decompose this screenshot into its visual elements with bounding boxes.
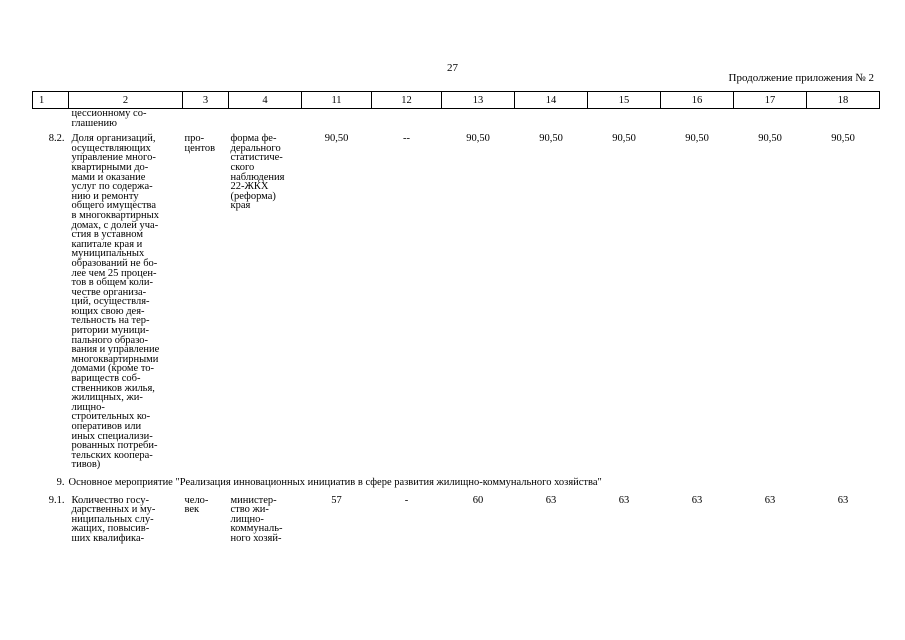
col-header: 11 xyxy=(302,92,372,109)
col-header: 14 xyxy=(515,92,588,109)
value-cell: 63 xyxy=(837,494,849,506)
value-cell: -- xyxy=(403,133,410,145)
unit: про- центов xyxy=(184,133,216,154)
indicator-name: Доля организаций, осуществляющих управление много- квартирными до- мами и оказание услуг по содержа- нию и ремонту общего имущества в многоквартирных домах, с долей уча- стия в уставном капитале края и муниципальных образований не бо- лее чем 25 процен- тов в общем коли- честве организа- ций, осуществля- ющих свою дея- тельность на тер- ритории муници- пального образо- вания и управление многоквартирными домами (кроме то- вариществ соб- ственников жилья, жилищных, жи- лищно- строительных ко- оперативов или иных специализи- рованных потреби- тельских коопера- тивов) xyxy=(71,133,160,471)
table-row xyxy=(33,128,880,470)
col-header: 13 xyxy=(442,92,515,109)
indicator-name: Количество госу- дарственных и му- ниципальных слу- жащих, повысив- ших квалифика- xyxy=(71,494,156,544)
col-header: 16 xyxy=(661,92,734,109)
indicators-table xyxy=(32,91,880,544)
col-header: 17 xyxy=(734,92,807,109)
section-row xyxy=(33,470,880,488)
col-header: 2 xyxy=(69,92,183,109)
value-cell: 90,50 xyxy=(466,133,490,145)
col-header: 18 xyxy=(807,92,880,109)
col-header: 1 xyxy=(33,92,69,109)
value-cell: 63 xyxy=(691,494,703,506)
value-cell: 90,50 xyxy=(831,133,855,145)
value-cell: - xyxy=(404,494,409,506)
continuation-note: Продолжение приложения № 2 xyxy=(728,72,874,84)
value-cell: 90,50 xyxy=(758,133,782,145)
col-header: 15 xyxy=(588,92,661,109)
row-number: 8.2. xyxy=(48,133,65,145)
col-header: 3 xyxy=(183,92,229,109)
carry-over-row xyxy=(33,109,880,129)
section-title: Основное мероприятие "Реализация инновационных инициатив в сфере развития жилищно-коммунального хозяйства" xyxy=(68,476,602,488)
header-row xyxy=(33,92,880,109)
section-number: 9. xyxy=(56,476,65,488)
value-cell: 90,50 xyxy=(539,133,563,145)
table-row xyxy=(33,488,880,544)
value-cell: 63 xyxy=(618,494,630,506)
value-cell: 60 xyxy=(472,494,484,506)
carry-over-text: цессионному со- глашению xyxy=(71,108,147,129)
value-cell: 90,50 xyxy=(324,133,349,145)
unit: чело- век xyxy=(184,494,209,516)
value-cell: 90,50 xyxy=(685,133,709,145)
value-cell: 63 xyxy=(764,494,776,506)
value-cell: 57 xyxy=(331,494,342,506)
row-number: 9.1. xyxy=(48,494,65,506)
col-header: 4 xyxy=(229,92,302,109)
value-cell: 63 xyxy=(545,494,557,506)
source: министер- ство жи- лищно- коммуналь- ного хозяй- xyxy=(230,494,283,544)
page-number: 27 xyxy=(447,62,458,74)
value-cell: 90,50 xyxy=(612,133,636,145)
source: форма фе- дерального статистиче- ского наблюдения 22-ЖКХ (реформа) края xyxy=(230,133,285,212)
col-header: 12 xyxy=(372,92,442,109)
